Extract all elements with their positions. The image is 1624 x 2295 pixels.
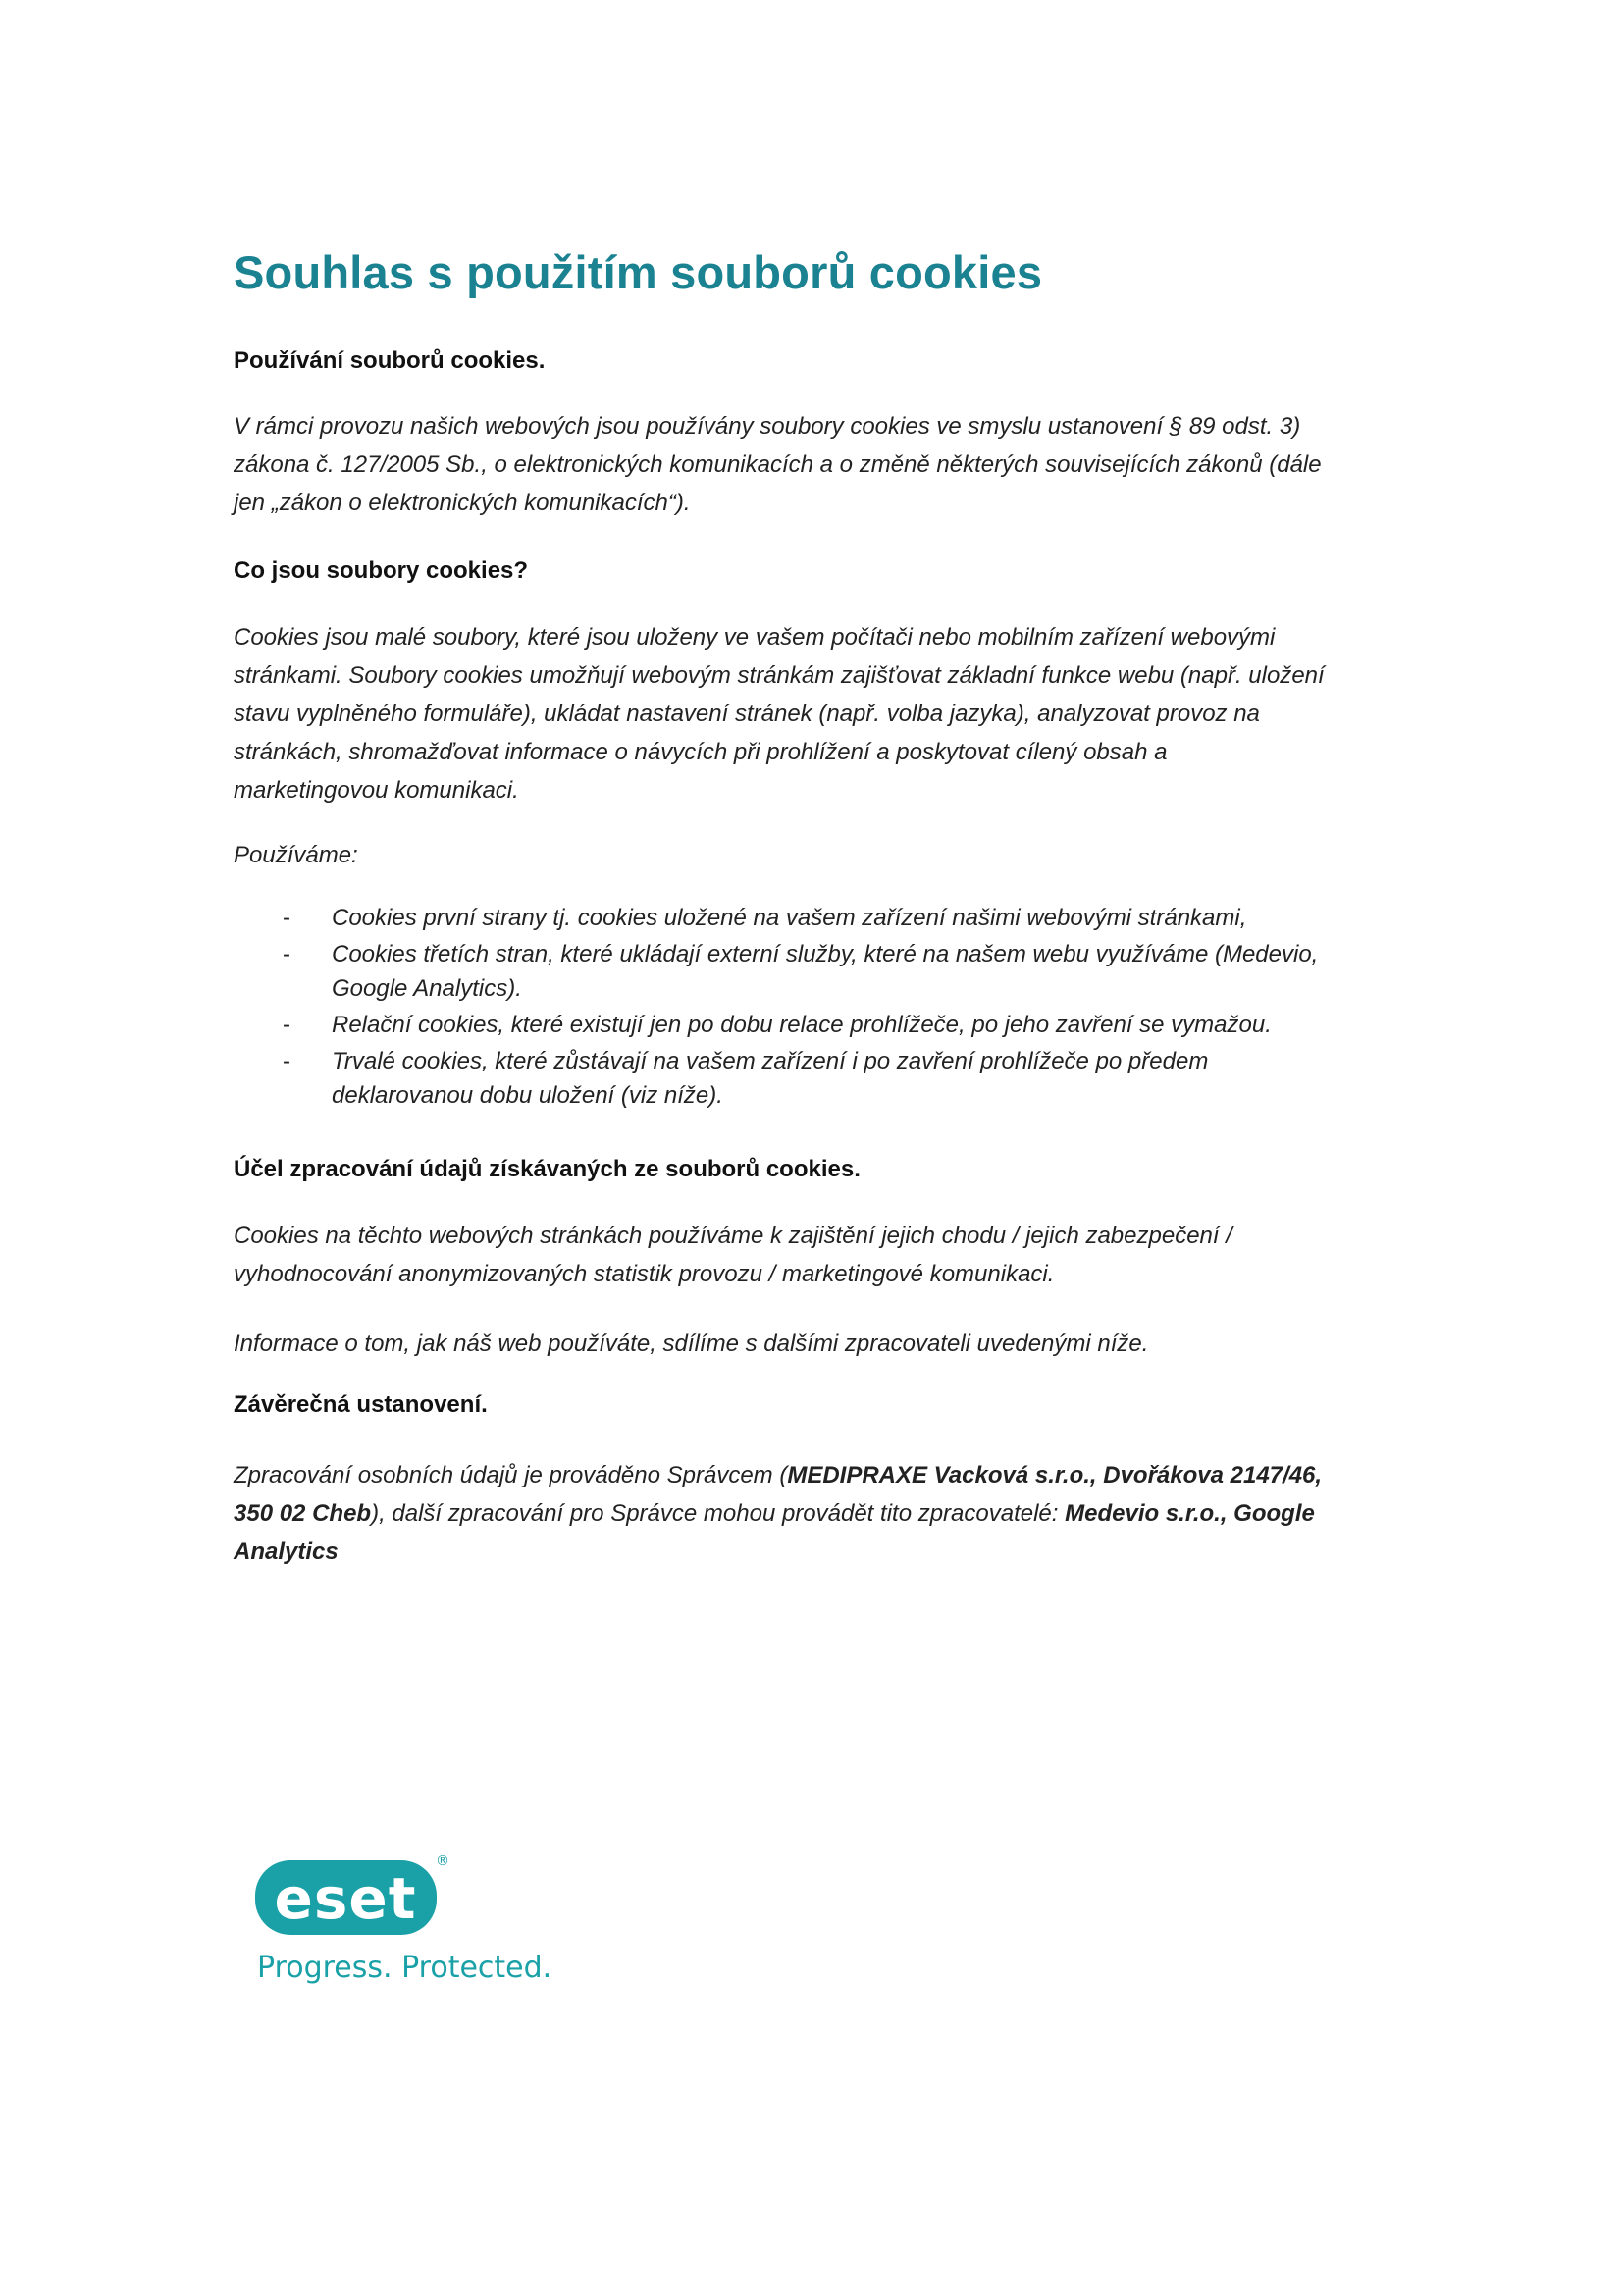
paragraph-sharing — [234, 1325, 1411, 1363]
paragraph-line: stavu vyplněného formuláře), ukládat nastavení stránek (např. volba jazyka), analyzovat provoz na — [234, 701, 1260, 727]
list-item — [234, 1008, 1318, 1042]
paragraph-final — [234, 1456, 1411, 1571]
controller-address: 350 02 Cheb — [234, 1500, 372, 1527]
text-run: ), další zpracování pro Správce mohou provádět tito zpracovatelé: — [371, 1500, 1066, 1527]
registered-mark: ® — [436, 1853, 449, 1869]
paragraph-line: vyhodnocování anonymizovaných statistik provozu / marketingové komunikaci. — [234, 1261, 1055, 1287]
list-dash: - — [283, 941, 290, 967]
logo-tagline: Progress. Protected. — [257, 1951, 552, 1985]
page-title: Souhlas s použitím souborů cookies — [234, 246, 1043, 298]
paragraph-what-are-cookies — [234, 618, 1411, 809]
list-item-line: Cookies první strany tj. cookies uložené na vašem zařízení našimi webovými stránkami, — [332, 905, 1247, 931]
section-heading-purpose: Účel zpracování údajů získávaných ze souborů cookies. — [234, 1156, 861, 1182]
paragraph-line: stránkách, shromažďovat informace o návycích při prohlížení a poskytovat cílený obsah a — [234, 739, 1168, 765]
paragraph-line: Informace o tom, jak náš web používáte, sdílíme s dalšími zpracovateli uvedenými níže. — [234, 1330, 1149, 1357]
paragraph-line: marketingovou komunikaci. — [234, 777, 519, 804]
paragraph-line: zákona č. 127/2005 Sb., o elektronických komunikacích a o změně některých souvisejících zákonů (dále — [234, 451, 1322, 478]
paragraph-line: jen „zákon o elektronických komunikacích“). — [234, 490, 691, 516]
processor-names-cont: Analytics — [234, 1539, 339, 1565]
paragraph-line: V rámci provozu našich webových jsou používány soubory cookies ve smyslu ustanovení § 89 odst. 3) — [234, 413, 1301, 440]
list-item-line: Relační cookies, které existují jen po dobu relace prohlížeče, po jeho zavření se vymažou. — [332, 1012, 1272, 1038]
paragraph-line: Cookies na těchto webových stránkách používáme k zajištění jejich chodu / jejich zabezpečení / — [234, 1223, 1232, 1249]
paragraph-line — [234, 1494, 1411, 1533]
list-dash: - — [283, 1048, 290, 1074]
paragraph-line — [234, 1456, 1411, 1494]
paragraph-we-use — [234, 836, 1411, 874]
list-item-line: Cookies třetích stran, které ukládají externí služby, které na našem webu využíváme (Medevio, — [332, 941, 1319, 967]
paragraph-purpose — [234, 1217, 1411, 1293]
list-item-line: deklarovanou dobu uložení (viz níže). — [332, 1082, 723, 1109]
paragraph-line: stránkami. Soubory cookies umožňují webovým stránkám zajišťovat základní funkce webu (např. uložení — [234, 662, 1325, 689]
list-item-line: Trvalé cookies, které zůstávají na vašem zařízení i po zavření prohlížeče po předem — [332, 1048, 1209, 1074]
processor-names: Medevio s.r.o., Google — [1065, 1500, 1315, 1527]
logo-wordmark: eset — [274, 1865, 417, 1932]
section-heading-final: Závěrečná ustanovení. — [234, 1391, 488, 1418]
paragraph-line — [234, 1533, 1411, 1571]
text-run: Zpracování osobních údajů je prováděno Správcem ( — [234, 1462, 788, 1488]
cookie-types-list — [234, 901, 1318, 1115]
list-dash: - — [283, 1012, 290, 1038]
paragraph-usage — [234, 407, 1411, 522]
section-heading-usage: Používání souborů cookies. — [234, 347, 546, 374]
section-heading-what-are-cookies: Co jsou soubory cookies? — [234, 557, 529, 584]
list-item — [234, 937, 1318, 1006]
list-item — [234, 901, 1318, 935]
controller-name: MEDIPRAXE Vacková s.r.o., Dvořákova 2147/46, — [787, 1462, 1323, 1488]
list-item-line: Google Analytics). — [332, 975, 522, 1002]
list-dash: - — [283, 905, 290, 931]
paragraph-line: Cookies jsou malé soubory, které jsou uloženy ve vašem počítači nebo mobilním zařízení webovými — [234, 624, 1276, 651]
paragraph-line: Používáme: — [234, 842, 358, 868]
list-item — [234, 1044, 1318, 1113]
